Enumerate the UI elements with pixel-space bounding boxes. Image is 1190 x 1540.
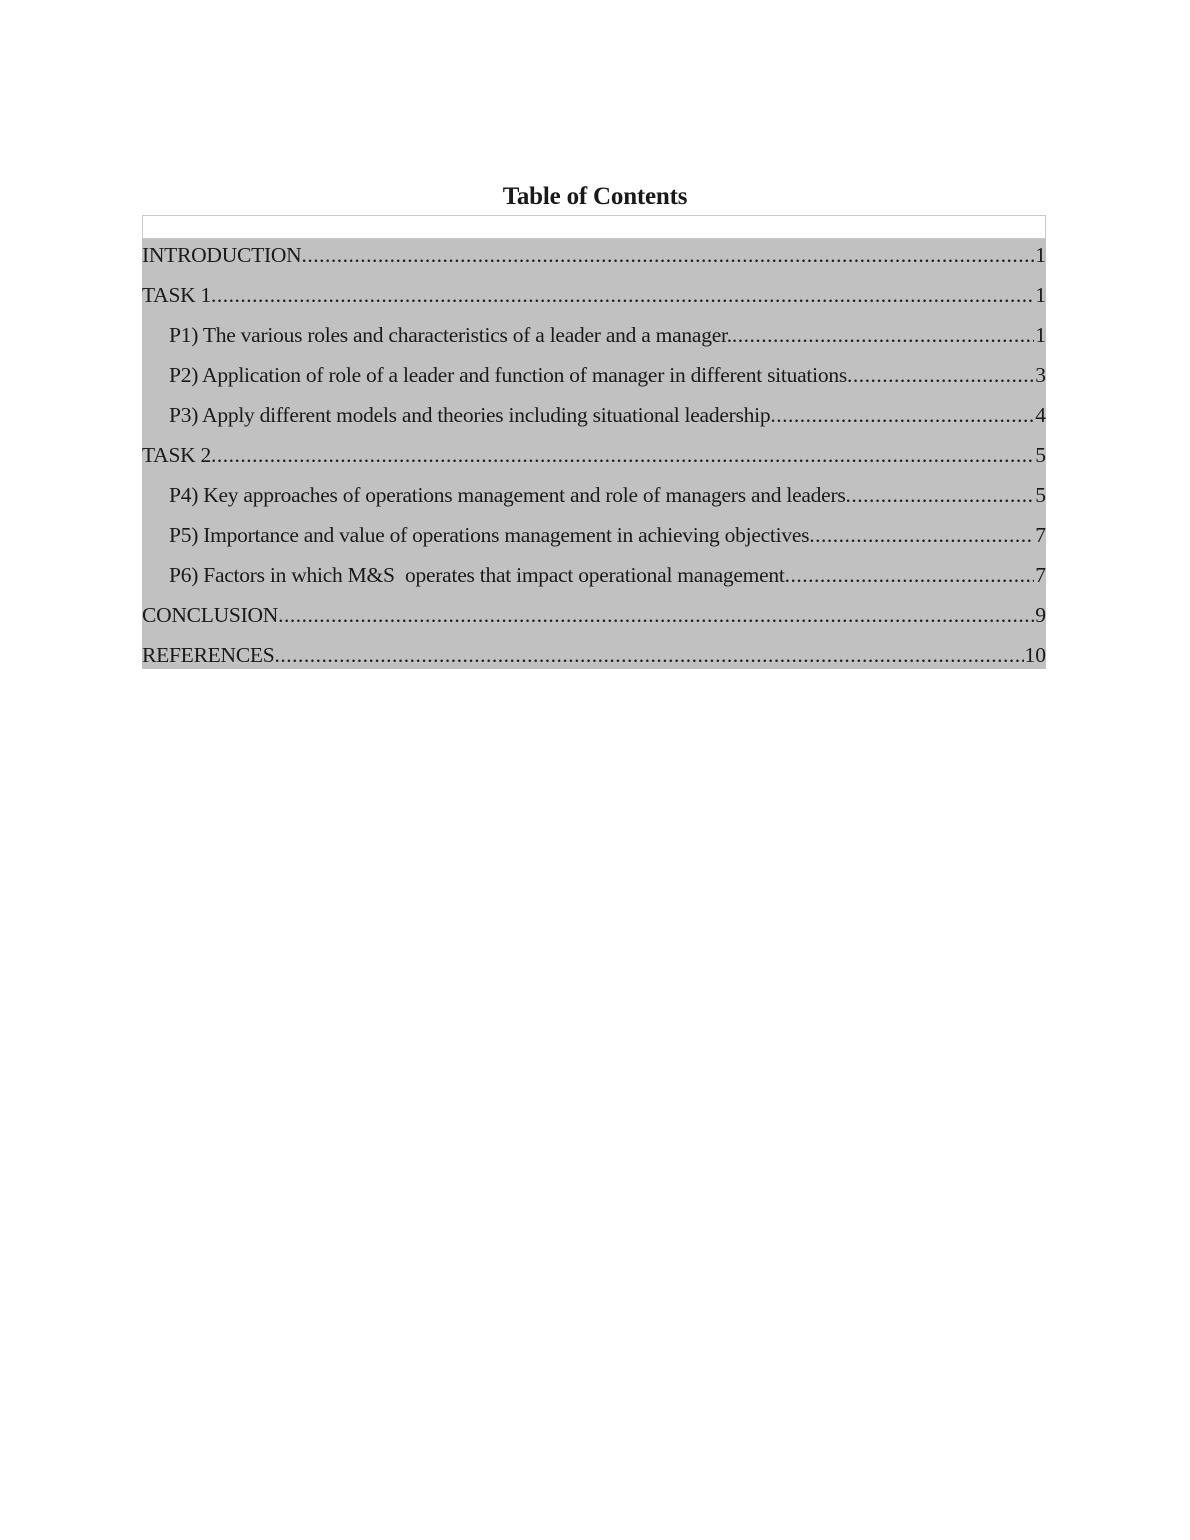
toc-entry-text: P5) Importance and value of operations management in achieving objectives bbox=[169, 523, 810, 547]
toc-leader-dots bbox=[785, 560, 1035, 590]
toc-entry-p2[interactable] bbox=[142, 360, 1046, 390]
toc-title: Table of Contents bbox=[502, 183, 688, 210]
toc-leader-dots bbox=[732, 320, 1034, 350]
toc-leader-dots bbox=[211, 280, 1034, 310]
toc-entry-page: 1 bbox=[1035, 243, 1046, 267]
toc-entry-page: 9 bbox=[1035, 603, 1046, 627]
toc-leader-dots bbox=[275, 640, 1024, 670]
toc-leader-dots bbox=[211, 440, 1034, 470]
toc-entry-p1[interactable] bbox=[142, 320, 1046, 350]
toc-entry-p5[interactable] bbox=[142, 520, 1046, 550]
toc-leader-dots bbox=[301, 240, 1034, 270]
toc-entry-task-2[interactable] bbox=[142, 440, 1046, 470]
toc-entry-text: TASK 1 bbox=[142, 283, 212, 307]
toc-entry-page: 3 bbox=[1035, 363, 1046, 387]
toc-entry-conclusion[interactable] bbox=[142, 600, 1046, 630]
toc-entry-page: 10 bbox=[1024, 643, 1046, 667]
toc-entry-text: CONCLUSION bbox=[142, 603, 279, 627]
toc-list bbox=[142, 239, 1046, 669]
toc-entry-page: 7 bbox=[1035, 563, 1046, 587]
toc-entry-text: P1) The various roles and characteristics of a leader and a manager. bbox=[169, 323, 732, 347]
toc-leader-dots bbox=[278, 600, 1034, 630]
toc-leader-dots bbox=[846, 480, 1035, 510]
toc-leader-dots bbox=[770, 400, 1034, 430]
toc-entry-text: P6) Factors in which M&S operates that impact operational management bbox=[169, 563, 785, 587]
toc-entry-page: 7 bbox=[1035, 523, 1046, 547]
toc-entry-p4[interactable] bbox=[142, 480, 1046, 510]
toc-entry-introduction[interactable] bbox=[142, 240, 1046, 270]
toc-entry-p3[interactable] bbox=[142, 400, 1046, 430]
toc-header-box bbox=[142, 215, 1046, 239]
toc-entry-page: 1 bbox=[1035, 283, 1046, 307]
toc-entry-references[interactable] bbox=[142, 640, 1046, 670]
toc-entry-p6[interactable] bbox=[142, 560, 1046, 590]
toc-entry-text: P3) Apply different models and theories including situational leadership bbox=[169, 403, 771, 427]
toc-entry-page: 5 bbox=[1035, 443, 1046, 467]
toc-entry-text: INTRODUCTION bbox=[142, 243, 302, 267]
toc-entry-page: 4 bbox=[1035, 403, 1046, 427]
toc-entry-text: TASK 2 bbox=[142, 443, 212, 467]
toc-entry-page: 1 bbox=[1035, 323, 1046, 347]
toc-entry-text: REFERENCES bbox=[142, 643, 275, 667]
toc-entry-text: P4) Key approaches of operations management and role of managers and leaders bbox=[169, 483, 846, 507]
toc-leader-dots bbox=[847, 360, 1034, 390]
toc-entry-page: 5 bbox=[1035, 483, 1046, 507]
toc-entry-task-1[interactable] bbox=[142, 280, 1046, 310]
toc-entry-text: P2) Application of role of a leader and function of manager in different situations bbox=[169, 363, 847, 387]
toc-leader-dots bbox=[809, 520, 1034, 550]
